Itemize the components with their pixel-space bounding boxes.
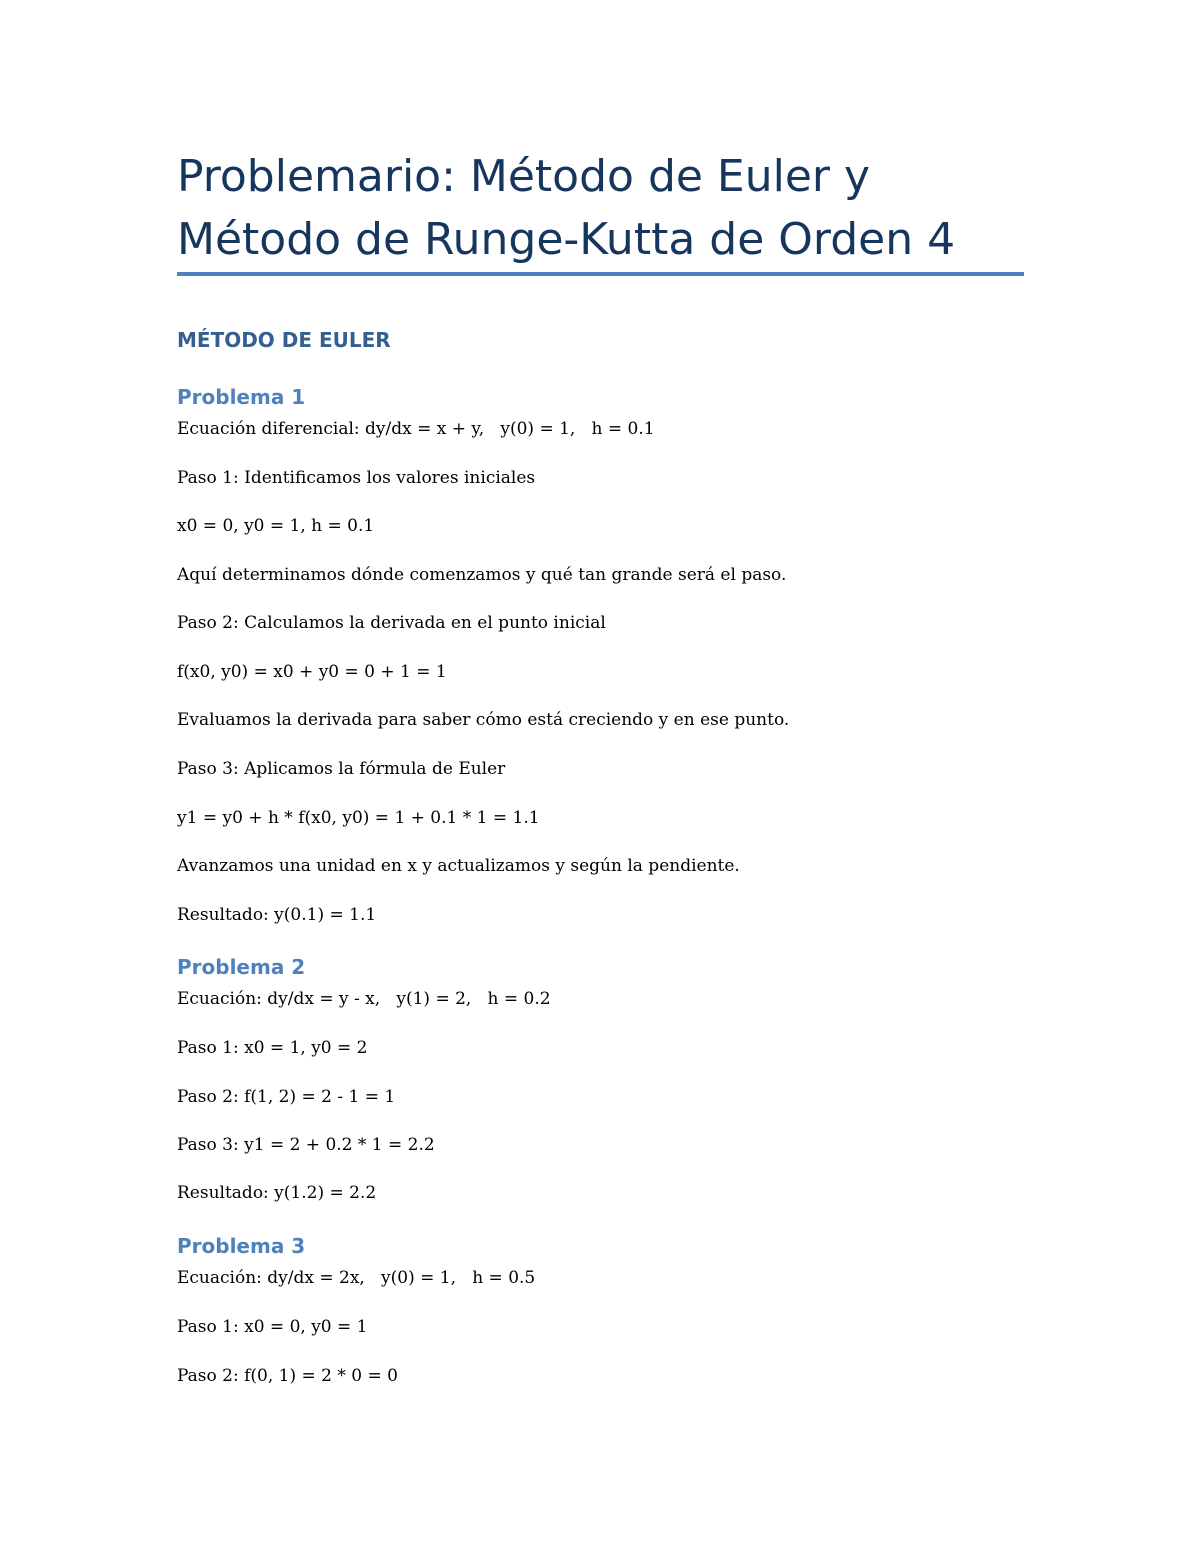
problem-1-step-2-explanation: Evaluamos la derivada para saber cómo está creciendo y en ese punto. <box>177 710 790 730</box>
problem-1-result: Resultado: y(0.1) = 1.1 <box>177 905 377 925</box>
problem-1-derivative: f(x0, y0) = x0 + y0 = 0 + 1 = 1 <box>177 662 447 682</box>
problem-2-step-3: Paso 3: y1 = 2 + 0.2 * 1 = 2.2 <box>177 1135 435 1155</box>
problem-3-heading: Problema 3 <box>177 1234 306 1258</box>
title-underline <box>177 272 1024 276</box>
problem-1-euler-formula: y1 = y0 + h * f(x0, y0) = 1 + 0.1 * 1 = 1.1 <box>177 808 540 828</box>
problem-3-equation: Ecuación: dy/dx = 2x, y(0) = 1, h = 0.5 <box>177 1268 536 1288</box>
section-heading-euler: MÉTODO DE EULER <box>177 328 391 352</box>
problem-1-step-1: Paso 1: Identificamos los valores iniciales <box>177 468 536 488</box>
document-title-line-1: Problemario: Método de Euler y <box>177 151 871 202</box>
problem-2-equation: Ecuación: dy/dx = y - x, y(1) = 2, h = 0.2 <box>177 989 551 1009</box>
problem-1-step-3-explanation: Avanzamos una unidad en x y actualizamos y según la pendiente. <box>177 856 740 876</box>
problem-1-initial-values: x0 = 0, y0 = 1, h = 0.1 <box>177 516 375 536</box>
problem-1-heading: Problema 1 <box>177 385 306 409</box>
problem-2-heading: Problema 2 <box>177 955 306 979</box>
problem-2-result: Resultado: y(1.2) = 2.2 <box>177 1183 377 1203</box>
document-title-line-2: Método de Runge-Kutta de Orden 4 <box>177 214 956 265</box>
problem-3-step-2: Paso 2: f(0, 1) = 2 * 0 = 0 <box>177 1366 398 1386</box>
problem-1-step-2: Paso 2: Calculamos la derivada en el punto inicial <box>177 613 606 633</box>
problem-3-step-1: Paso 1: x0 = 0, y0 = 1 <box>177 1317 368 1337</box>
problem-1-step-1-explanation: Aquí determinamos dónde comenzamos y qué tan grande será el paso. <box>177 565 787 585</box>
problem-1-equation: Ecuación diferencial: dy/dx = x + y, y(0) = 1, h = 0.1 <box>177 419 655 439</box>
problem-1-step-3: Paso 3: Aplicamos la fórmula de Euler <box>177 759 506 779</box>
problem-2-step-2: Paso 2: f(1, 2) = 2 - 1 = 1 <box>177 1087 396 1107</box>
problem-2-step-1: Paso 1: x0 = 1, y0 = 2 <box>177 1038 368 1058</box>
